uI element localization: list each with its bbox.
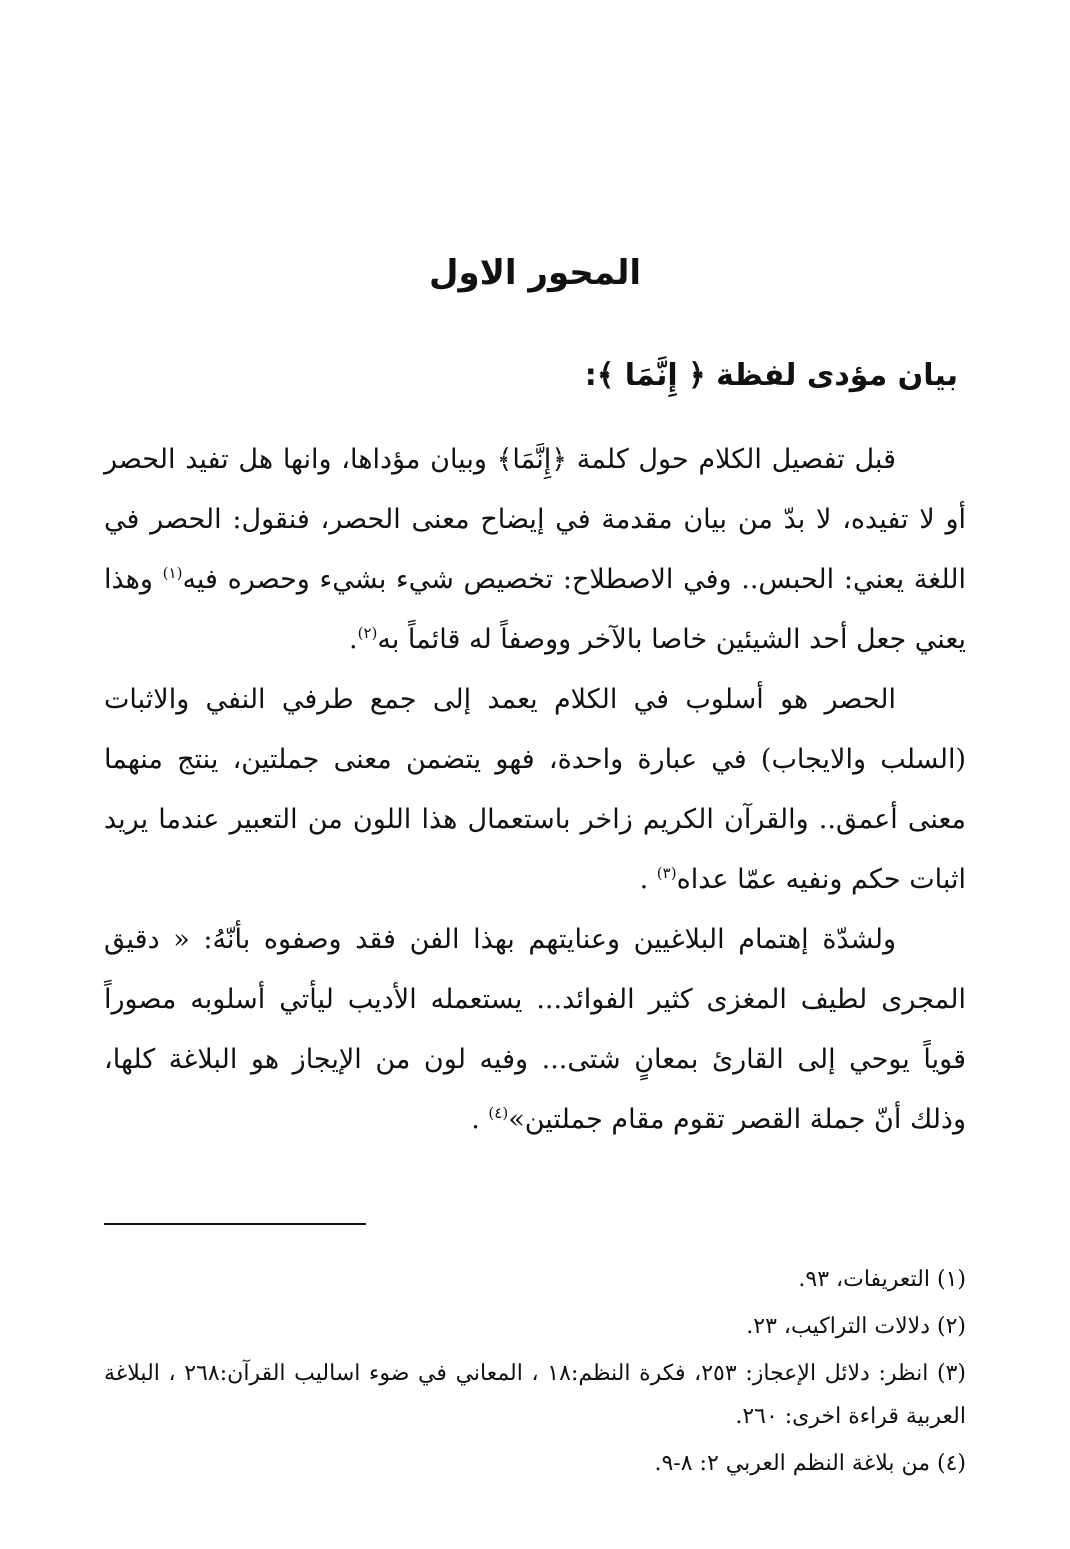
paragraph-1-text-b: وهذا يعني جعل أحد الشيئين خاصا بالآخر ووصفاً له قائماً به	[104, 564, 966, 655]
paragraph-3-text-a: ولشدّة إهتمام البلاغيين وعنايتهم بهذا الفن فقد وصفوه بأنّهُ: « دقيق المجرى لطيف المغزى كثير الفوائد... يستعمله الأديب ليأتي أسلوبه مصوراً قوياً يوحي إلى القارئ بمعانٍ شتى... وفيه لون من الإيجاز هو البلاغة كلها، وذلك أنّ جملة القصر تقوم مقام جملتين»	[104, 924, 966, 1135]
footnote-ref-4: (٤)	[488, 1104, 509, 1122]
subheading: بيان مؤدى لفظة ﴿ إِنَّمَا ﴾:	[584, 358, 958, 393]
footnote-ref-3: (٣)	[656, 864, 677, 882]
body-text	[104, 430, 966, 1150]
footnote-1: (١) التعريفات، ٩٣.	[798, 1267, 966, 1292]
paragraph-2	[104, 670, 966, 910]
paragraph-1-text-c: .	[348, 624, 358, 655]
section-title: المحور الاول	[428, 253, 642, 293]
paragraph-1	[104, 430, 966, 670]
footnote-4: (٤) من بلاغة النظم العربي ٢: ٨-٩.	[654, 1451, 966, 1476]
footnote-ref-2: (٢)	[357, 624, 378, 642]
paragraph-3	[104, 910, 966, 1150]
footnote-2: (٢) دلالات التراكيب، ٢٣.	[746, 1314, 966, 1339]
footnote-3: (٣) انظر: دلائل الإعجاز: ٢٥٣، فكرة النظم:١٨ ، المعاني في ضوء اساليب القرآن:٢٦٨ ، البلاغة العربية قراءة اخرى: ٢٦٠.	[104, 1361, 966, 1429]
paragraph-2-text-b: .	[639, 864, 657, 895]
paragraph-3-text-b: .	[471, 1104, 489, 1135]
paragraph-1-text-a: قبل تفصيل الكلام حول كلمة ﴿إِنَّمَا﴾ وبيان مؤداها، وانها هل تفيد الحصر أو لا تفيده، لا بدّ من بيان مقدمة في إيضاح معنى الحصر، فنقول: الحصر في اللغة يعني: الحبس.. وفي الاصطلاح: تخصيص شيء بشيء وحصره فيه	[104, 444, 966, 595]
footnotes	[104, 1258, 966, 1489]
footnote-ref-1: (١)	[162, 564, 183, 582]
paragraph-2-text-a: الحصر هو أسلوب في الكلام يعمد إلى جمع طرفي النفي والاثبات (السلب والايجاب) في عبارة واحدة، فهو يتضمن معنى جملتين، ينتج منهما معنى أعمق.. والقرآن الكريم زاخر باستعمال هذا اللون من التعبير عندما يريد اثبات حكم ونفيه عمّا عداه	[104, 684, 966, 895]
footnote-divider	[104, 1223, 366, 1225]
